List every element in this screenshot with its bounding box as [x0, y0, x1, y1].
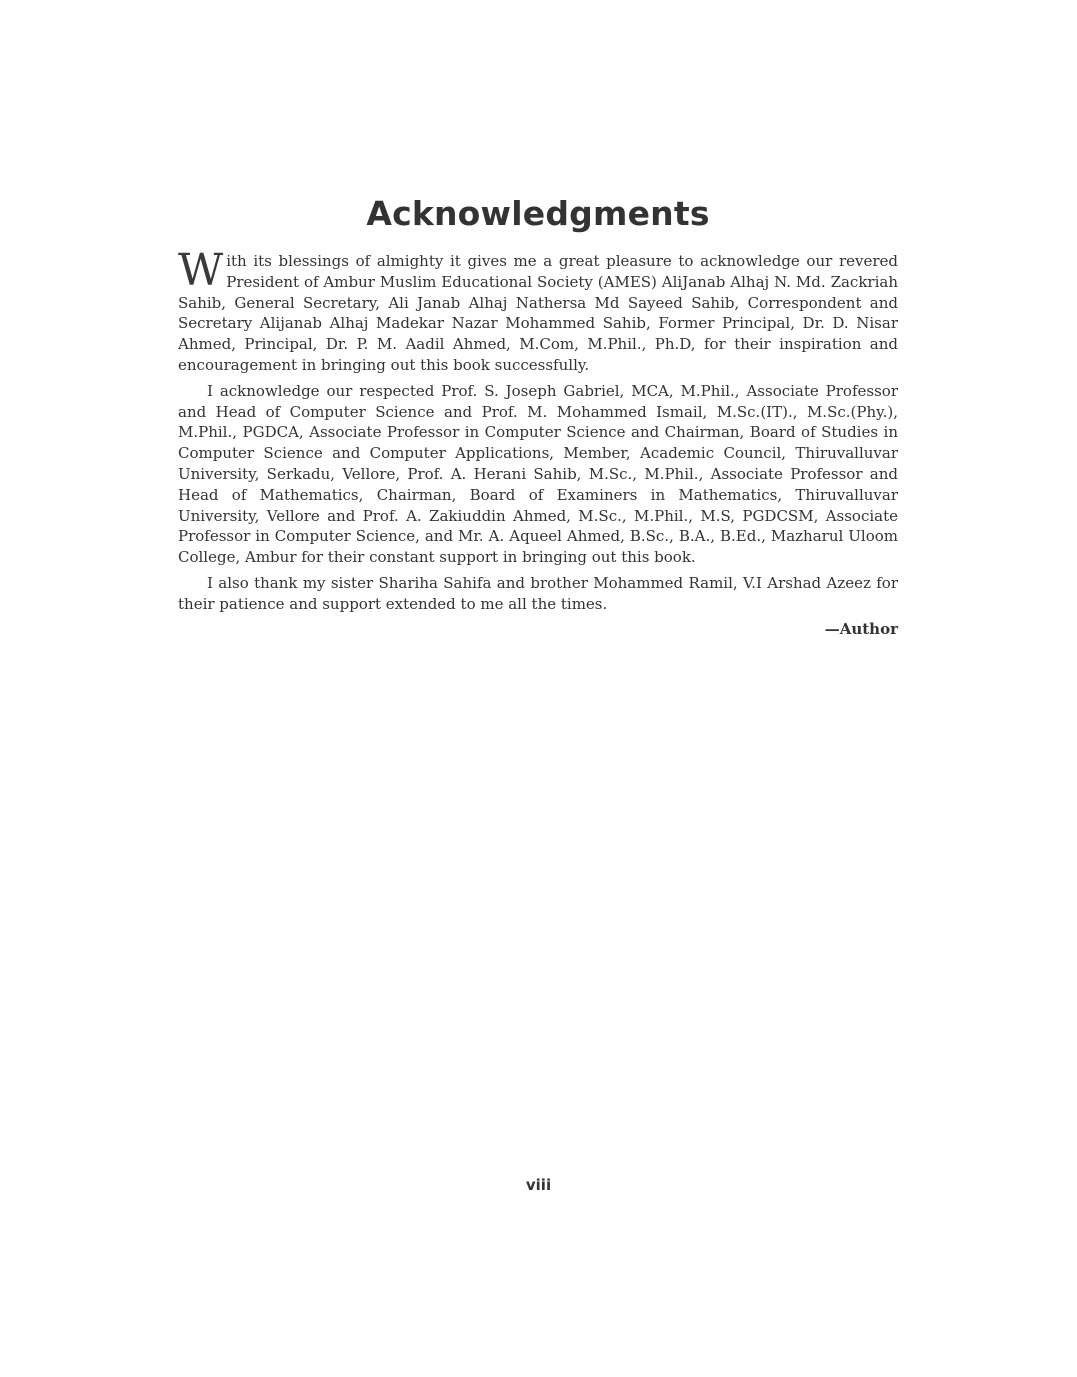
author-signature: —Author	[824, 619, 898, 638]
page-number: viii	[525, 1176, 552, 1194]
acknowledgments-page	[178, 186, 898, 638]
paragraph-2: I acknowledge our respected Prof. S. Joseph Gabriel, MCA, M.Phil., Associate Professor and Head of Computer Science and Prof. M. Mohammed Ismail, M.Sc.(IT)., M.Sc.(Phy.), M.Phil., PGDCA, Associate Professor in Computer Science and Chairman, Board of Studies in Computer Science and Computer Applications, Member, Academic Council, Thiruvalluvar University, Serkadu, Vellore, Prof. A. Herani Sahib, M.Sc., M.Phil., Associate Professor and Head of Mathematics, Chairman, Board of Examiners in Mathematics, Thiruvalluvar University, Vellore and Prof. A. Zakiuddin Ahmed, M.Sc., M.Phil., M.S, PGDCSM, Associate Professor in Computer Science, and Mr. A. Aqueel Ahmed, B.Sc., B.A., B.Ed., Mazharul Uloom College, Ambur for their constant support in bringing out this book.	[178, 381, 898, 567]
paragraph-1-text: ith its blessings of almighty it gives me a great pleasure to acknowledge our revered President of Ambur Muslim Educational Society (AMES) AliJanab Alhaj N. Md. Zackriah Sahib, General Secretary, Ali Janab Alhaj Nathersa Md Sayeed Sahib, Correspondent and Secretary Alijanab Alhaj Madekar Nazar Mohammed Sahib, Former Principal, Dr. D. Nisar Ahmed, Principal, Dr. P. M. Aadil Ahmed, M.Com, M.Phil., Ph.D, for their inspiration and encouragement in bringing out this book successfully.	[178, 252, 898, 374]
paragraph-3: I also thank my sister Shariha Sahifa and brother Mohammed Ramil, V.I Arshad Azeez for their patience and support extended to me all the times.	[178, 573, 898, 613]
drop-cap: W	[178, 245, 224, 296]
page-title: Acknowledgments	[366, 194, 710, 233]
paragraph-1	[178, 245, 898, 376]
